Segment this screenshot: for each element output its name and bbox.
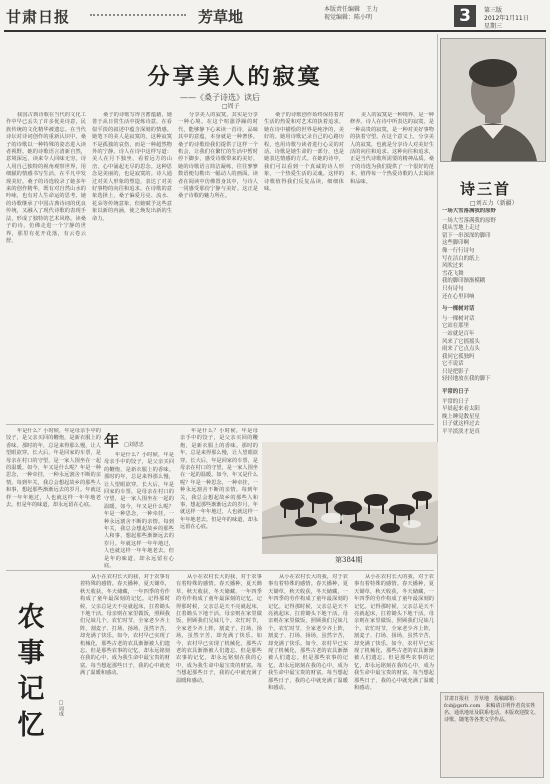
poem-line: 平常的日子 — [442, 398, 469, 405]
article-column-5: 美人的寂寞是一种境界，是一种修养。诗人在诗中所表达的寂寞，是一种高贵的寂寞，是一种对美好事物的执着守望。在这个意义上，分享美人的寂寞，也就是分享诗人对美好生活的向往和追求。这种向往和追求，正是当代诗歌所需要的精神品质。桑子的诗选为我们提供了一个很好的范本，值得每一个热爱诗歌的人去阅读和品味。 — [350, 112, 434, 185]
poem-line: 一站就是百年 — [442, 330, 475, 337]
poem-body — [442, 208, 542, 688]
poem-line: 这些脚印啊 — [442, 240, 469, 247]
poem-line: 风来了它摇摇头 — [442, 338, 480, 345]
page-number-badge: 3 — [454, 5, 476, 27]
poem-line: 日子就这样过去 — [442, 421, 480, 428]
poem-section-title-1: 一场大雪落满我的原野 — [442, 208, 496, 214]
editor-credits: 本版责任编辑 王力 视觉编辑：陈小明 — [324, 6, 379, 21]
poem-section-title-3: 平常的日子 — [442, 389, 469, 396]
farm-article-column-3: 从小在农村长大的我，对于农事有着特殊的感情。春天播种，夏天锄草，秋天收获，冬天储藏，一年四季的劳作构成了童年最深刻的记忆。记得那时候，父亲总是天不亮就起床，扛着锄头下地干活。母亲则在家里做饭，照顾我们兄妹几个。农忙时节，全家老少齐上阵，割麦子、打场、扬场，虽然辛苦，却充满了快乐。如今，农村早已实现了机械化，那些古老的农具渐渐被人们遗忘。但是那些农事的记忆，却永远铭刻在我的心中，成为我生命中最宝贵的财富。每当想起那些日子，我的心中就充满了温暖和感动。 — [268, 574, 348, 692]
right-column-rule — [437, 34, 438, 684]
horses-painting — [262, 442, 438, 554]
poem-line: 风吹过来 — [442, 263, 464, 270]
article-column-2: 桑子的诗歌写得含蓄蕴藉，她善于从日常生活中提炼诗意，在看似平淡的叙述中蕴含深刻的情感。她笔下的美人是寂寞的，这种寂寞不是孤独的哀伤，而是一种超然物外的宁静。诗人在诗中这样写道：美人在月下独坐，看着远方的山峦，心中涌起无尽的思念。这种思念是美丽的，也是寂寞的。诗人通过对美人形象的塑造，表达了对美好事物的向往和追求。在诗歌的意象选择上，桑子偏爱月亮、流水、花朵等传统意象，但她赋予这些意象以新的内涵，使之焕发出新的生命力。 — [92, 112, 172, 222]
year-article-column-1: 年是什么？小时候，年是母亲手中的饺子，是父亲买回的鞭炮，是新衣服上的香味。那时的年，总是来得那么慢，让人望眼欲穿。长大后，年是回家的车票，是母亲在村口的守望，是一家人围坐在一起的温暖。如今，年又是什么呢？年是一种思念，一种牵挂，一种永远割舍不断的亲情。每到年关，我总会想起故乡的那些人和事，想起那些渐渐远去的岁月。年就这样一年年地过，人也就这样一年年地老去。但是年的味道，却永远留在心底。 — [6, 428, 101, 509]
date-label: 2012年1月11日 — [484, 15, 529, 22]
poem-line: 平平淡淡才是真 — [442, 429, 480, 436]
submission-notice: 甘肃日报社 芳草地 投稿邮箱：fcd@gsrb.com 来稿请注明作者真实姓名、通讯地址及联系电话。本版欢迎散文、诗歌、随笔等各类文学作品。 — [440, 692, 544, 778]
poem-line: 我的脚印渐渐模糊 — [442, 278, 486, 285]
poem-author: □刘五力（新疆） — [470, 200, 518, 207]
poem-line: 它站在那里 — [442, 323, 469, 330]
poem-line: 我从雪地上走过 — [442, 225, 480, 232]
header-rule — [4, 30, 546, 32]
poem-line: 像一行行诗句 — [442, 247, 475, 254]
date-block — [484, 7, 529, 31]
poem-line: 早晨起来看太阳 — [442, 406, 480, 413]
author-portrait — [440, 38, 546, 162]
newspaper-logo: 甘肃日报 — [6, 8, 71, 26]
poem-line: 留下一串深深的脚印 — [442, 232, 491, 239]
poem-section-title-2: 与一棵树对话 — [442, 306, 475, 313]
article-column-1: 我国古典诗歌在当代的文化工作中早已丢失了许多优美诗意，民族传统的文化精华被遗忘。在当代诗坛对诗词创作的重新认识中，桑子的诗歌以一种特殊的姿态进入读者视野。她的诗歌语言清新自然，意境深远，读来令人回味无穷。诗人用自己独特的视角观察世界，用细腻的情感书写生活，在平凡中发现美好。桑子的诗选收录了她多年来的创作精华，既有对自然山水的吟咏，也有对人生命运的思考。她的诗歌继承了中国古典诗词的优良传统，又融入了现代诗歌的表现手法，形成了独特的艺术风格。读桑子的诗，仿佛走进一个宁静的世界，那里有花开花落，有云卷云舒。 — [6, 112, 86, 244]
poem-line: 它不说话 — [442, 361, 464, 368]
farm-article-column-2: 从小在农村长大的我，对于农事有着特殊的感情。春天播种，夏天锄草，秋天收获，冬天储藏，一年四季的劳作构成了童年最深刻的记忆。记得那时候，父亲总是天不亮就起床，扛着锄头下地干活。母亲则在家里做饭，照顾我们兄妹几个。农忙时节，全家老少齐上阵，割麦子、打场、扬场，虽然辛苦，却充满了快乐。如今，农村早已实现了机械化，那些古老的农具渐渐被人们遗忘。但是那些农事的记忆，却永远铭刻在我的心中，成为我生命中最宝贵的财富。每当想起那些日子，我的心中就充满了温暖和感动。 — [176, 574, 262, 684]
edition-label: 第三版 — [484, 7, 503, 14]
weekday-label: 星期三 — [484, 23, 503, 30]
year-article-byline: □刘恩忠 — [124, 442, 144, 448]
header-divider — [90, 14, 186, 16]
poem-title: 诗三首 — [460, 180, 512, 198]
section-title: 芳草地 — [198, 8, 244, 26]
painting-caption: 第384期 — [335, 556, 363, 564]
section-divider-2 — [6, 570, 434, 571]
poem-line: 写在洁白的纸上 — [442, 255, 480, 262]
poem-line: 轻轻地放在我的脚下 — [442, 376, 491, 383]
year-article-title: 年 — [104, 432, 120, 450]
poem-line: 一场大雪落满我的原野 — [442, 217, 496, 224]
poem-line: 雨来了它点点头 — [442, 346, 480, 353]
year-article-column-3: 年是什么？小时候，年是母亲手中的饺子，是父亲买回的鞭炮，是新衣服上的香味。那时的年，总是来得那么慢，让人望眼欲穿。长大后，年是回家的车票，是母亲在村口的守望，是一家人围坐在一起的温暖。如今，年又是什么呢？年是一种思念，一种牵挂，一种永远割舍不断的亲情。每到年关，我总会想起故乡的那些人和事，想起那些渐渐远去的岁月。年就这样一年年地过，人也就这样一年年地老去。但是年的味道，却永远留在心底。 — [180, 428, 258, 531]
article-title: 分享美人的寂寞 — [147, 64, 323, 90]
poem-line: 只是把影子 — [442, 368, 469, 375]
farm-article-title: 农事记忆 — [17, 602, 45, 741]
farm-article-column-4: 从小在农村长大的我，对于农事有着特殊的感情。春天播种，夏天锄草，秋天收获，冬天储藏，一年四季的劳作构成了童年最深刻的记忆。记得那时候，父亲总是天不亮就起床，扛着锄头下地干活。母亲则在家里做饭，照顾我们兄妹几个。农忙时节，全家老少齐上阵，割麦子、打场、扬场，虽然辛苦，却充满了快乐。如今，农村早已实现了机械化，那些古老的农具渐渐被人们遗忘。但是那些农事的记忆，却永远铭刻在我的心中，成为我生命中最宝贵的财富。每当想起那些日子，我的心中就充满了温暖和感动。 — [354, 574, 434, 692]
year-article-column-2: 年是什么？小时候，年是母亲手中的饺子，是父亲买回的鞭炮，是新衣服上的香味。那时的年，总是来得那么慢，让人望眼欲穿。长大后，年是回家的车票，是母亲在村口的守望，是一家人围坐在一起的温暖。如今，年又是什么呢？年是一种思念，一种牵挂，一种永远割舍不断的亲情。每到年关，我总会想起故乡的那些人和事，想起那些渐渐远去的岁月。年就这样一年年地过，人也就这样一年年地老去。但是年的味道，却永远留在心底。 — [104, 452, 174, 570]
article-subtitle: ——《桑子诗选》读后 — [180, 93, 260, 102]
article-column-3: 分享美人的寂寞，其实是分享一种心境。在这个喧嚣浮躁的时代，能够静下心来读一首诗，品味其中的意蕴，本身就是一种奢侈。桑子的诗歌给我们提供了这样一个机会，让我们在繁忙的生活中暂时停下脚步，感受诗歌带来的美好。她的诗歌语言简洁凝练，往往寥寥数语便勾勒出一幅动人的画面。读者在阅读中仿佛置身其中，与诗人一同感受那份宁静与美好。这正是桑子诗歌的魅力所在。 — [178, 112, 258, 200]
farm-article-byline: □周成 — [58, 700, 64, 716]
section-divider — [6, 424, 434, 425]
poem-line: 还在心里回响 — [442, 293, 475, 300]
article-column-4: 桑子的诗歌创作始终保持着对生活的热爱和对艺术的执着追求。她在诗中描绘的世界是纯净的，美好的。她用诗歌记录自己的心路历程，也用诗歌与读者进行心灵的对话。诗歌是她生命的一部分，也是她表达情感的方式。在她的诗中，我们可以看到一个真诚的诗人形象，一个热爱生活的灵魂。这样的诗歌值得我们反复品读，细细体味。 — [264, 112, 344, 193]
farm-article-column-1: 从小在农村长大的我，对于农事有着特殊的感情。春天播种，夏天锄草，秋天收获，冬天储藏，一年四季的劳作构成了童年最深刻的记忆。记得那时候，父亲总是天不亮就起床，扛着锄头下地干活。母亲则在家里做饭，照顾我们兄妹几个。农忙时节，全家老少齐上阵，割麦子、打场、扬场，虽然辛苦，却充满了快乐。如今，农村早已实现了机械化，那些古老的农具渐渐被人们遗忘。但是那些农事的记忆，却永远铭刻在我的心中，成为我生命中最宝贵的财富。每当想起那些日子，我的心中就充满了温暖和感动。 — [80, 574, 170, 677]
portrait-illustration — [441, 39, 545, 161]
poem-line: 只有诗句 — [442, 285, 464, 292]
poem-line: 晚上睡觉数星星 — [442, 413, 480, 420]
article-byline: □周子 — [222, 103, 240, 110]
poem-line: 我问它孤独吗 — [442, 353, 475, 360]
poem-line: 与一棵树对话 — [442, 315, 475, 322]
poem-line: 雪花飞舞 — [442, 270, 464, 277]
painting-illustration — [262, 442, 438, 554]
